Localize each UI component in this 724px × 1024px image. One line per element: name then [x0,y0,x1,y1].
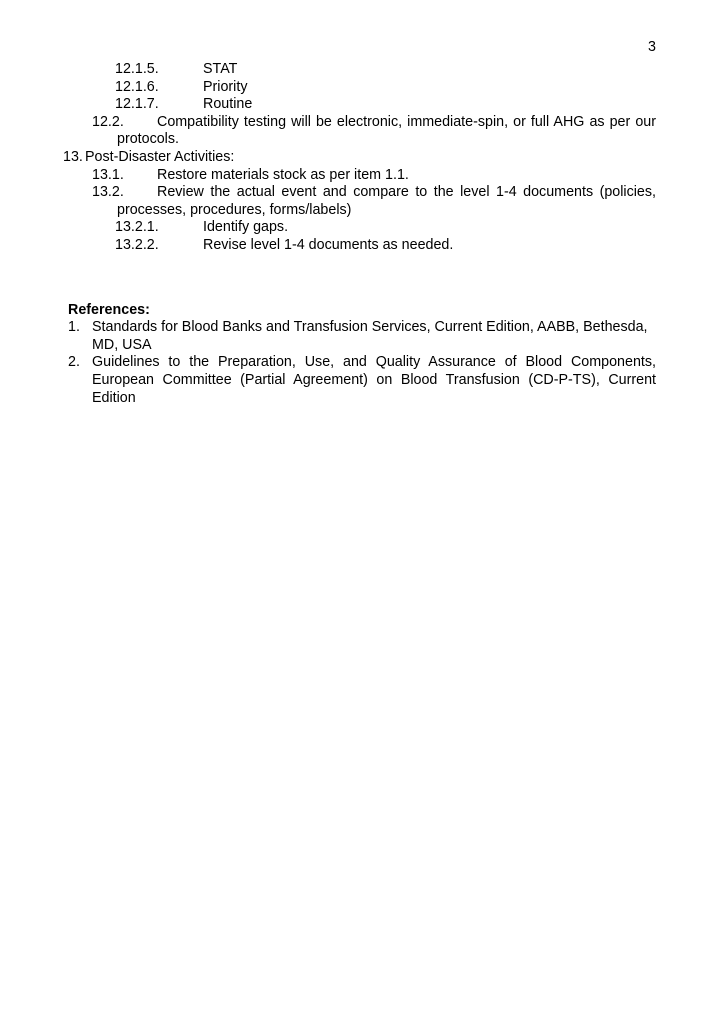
text-line: Edition [92,389,136,406]
list-item [0,149,656,167]
list-item [0,79,656,97]
list-marker: 12.2. [92,113,124,130]
list-marker: 13.1. [92,166,124,183]
text-line: Routine [203,96,253,113]
list-marker: 13.2.1. [115,219,159,236]
text-line: protocols. [117,131,179,148]
references-heading: References: [68,301,150,318]
text-line: Post-Disaster Activities: [85,148,235,165]
document-body [0,61,724,407]
text-line: Priority [203,78,248,95]
list-marker: 12.1.5. [115,61,159,77]
text-line: Guidelines to the Preparation, Use, and Quality Assurance of Blood Components, [92,354,656,371]
list-marker: 13.2. [92,184,124,201]
list-marker: 12.1.7. [115,96,159,113]
text-line: STAT [203,61,238,77]
list-item [0,114,656,149]
text-line: Compatibility testing will be electronic, immediate-spin, or full AHG as per our [157,113,656,130]
list-item [0,96,656,114]
list-item [0,237,656,255]
text-line: Identify gaps. [203,219,289,236]
list-marker: 13. [63,148,83,165]
numbered-list [0,61,656,255]
page-number: 3 [648,39,656,55]
text-line: processes, procedures, forms/labels) [117,201,352,218]
text-line: Restore materials stock as per item 1.1. [157,166,409,183]
list-marker: 12.1.6. [115,78,159,95]
text-line: European Committee (Partial Agreement) on Blood Transfusion (CD-P-TS), Current [92,371,656,388]
list-marker: 1. [68,319,80,336]
list-item [0,167,656,185]
reference-item [0,319,656,354]
list-marker: 13.2.2. [115,236,159,253]
reference-item [0,354,656,407]
list-item [0,61,656,79]
list-marker: 2. [68,354,80,371]
text-line: MD, USA [92,336,152,353]
text-line: Review the actual event and compare to the level 1-4 documents (policies, [157,184,656,201]
text-line: Standards for Blood Banks and Transfusion Services, Current Edition, AABB, Bethesda, [92,319,648,336]
list-item [0,219,656,237]
text-line: Revise level 1-4 documents as needed. [203,236,454,253]
list-item [0,184,656,219]
references-list [0,319,656,407]
